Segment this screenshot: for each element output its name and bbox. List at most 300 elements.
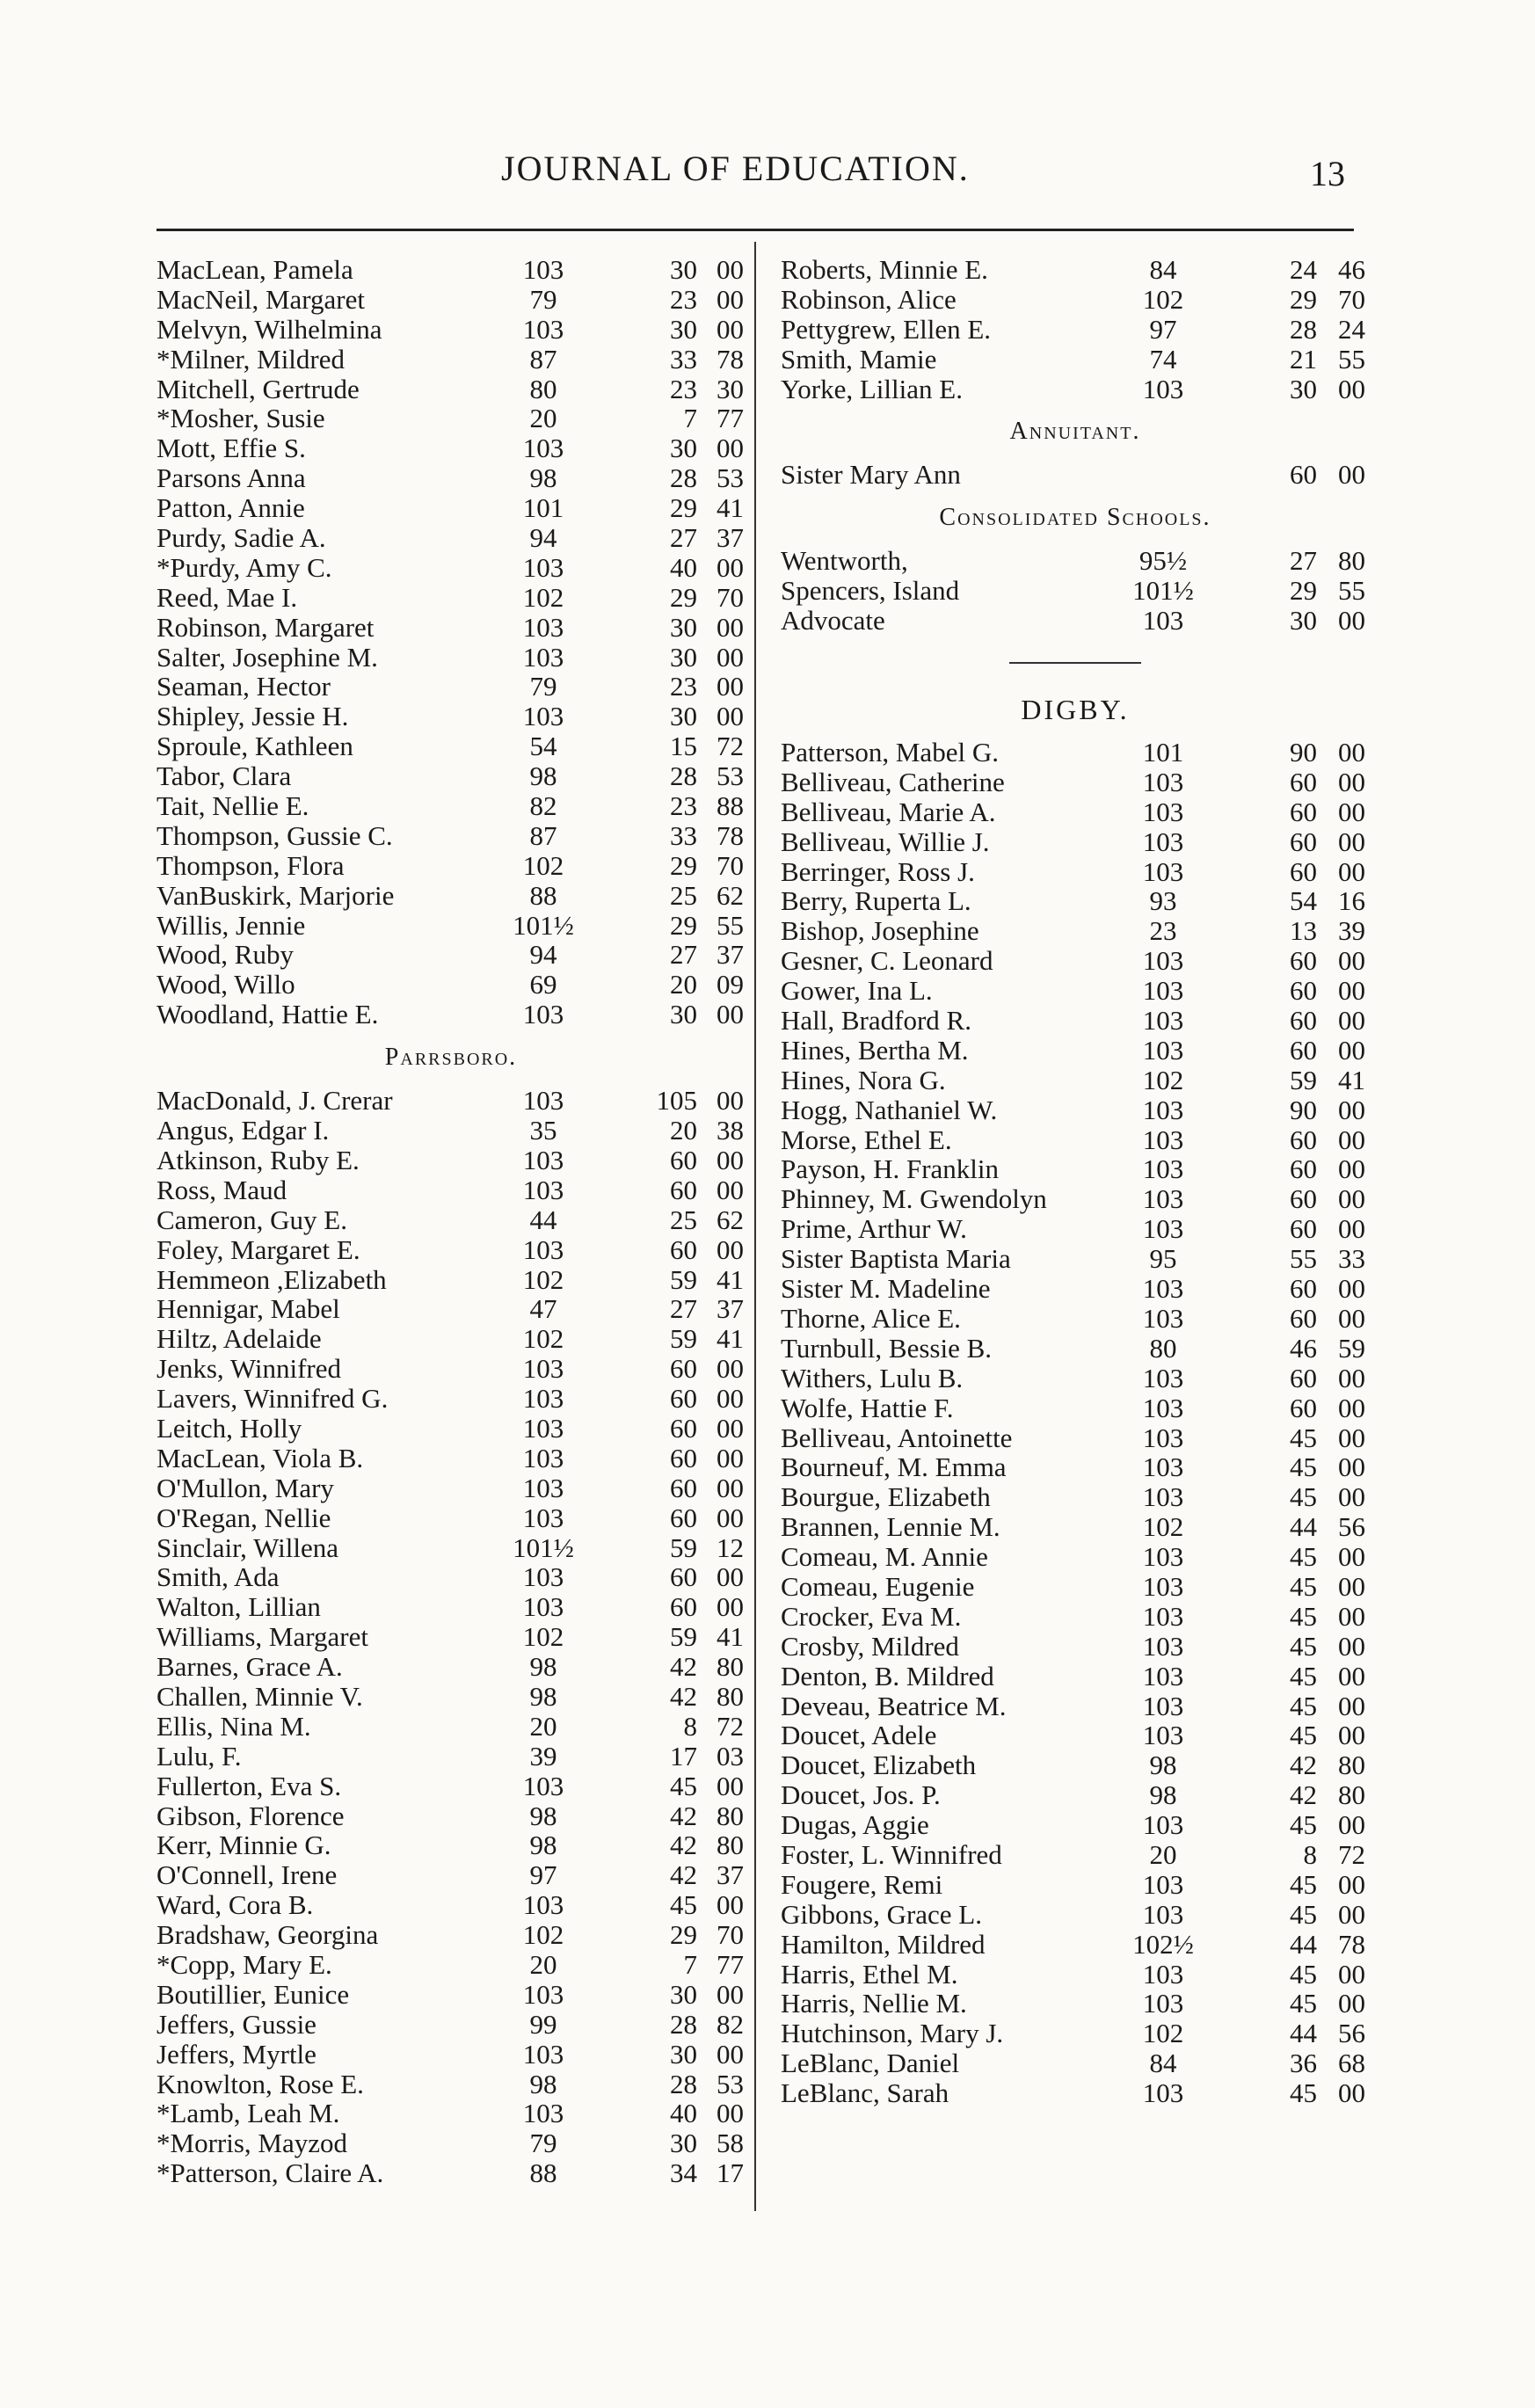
list-row (156, 2099, 746, 2128)
entry-amount-dollars: 25 (670, 1204, 697, 1235)
entry-amount-dollars: 8 (683, 1710, 697, 1742)
list-row (156, 285, 746, 315)
entry-name: Melvyn, Wilhelmina (156, 313, 382, 345)
entry-days: 103 (1142, 1005, 1184, 1037)
entry-name: Fougere, Remi (781, 1868, 943, 1900)
entry-amount-cents: 00 (1338, 1660, 1365, 1691)
entry-amount-cents: 39 (1338, 915, 1365, 947)
entry-name: *Morris, Mayzod (156, 2128, 347, 2159)
list-row (781, 1930, 1370, 1960)
entry-name: Purdy, Sadie A. (156, 522, 326, 554)
entry-name: Denton, B. Mildred (781, 1660, 994, 1691)
entry-name: Knowlton, Rose E. (156, 2068, 364, 2099)
entry-days: 103 (1142, 1690, 1184, 1721)
entry-amount-cents: 55 (1338, 343, 1365, 375)
list-row (156, 1890, 746, 1920)
list-row (156, 940, 746, 970)
entry-days: 103 (1142, 1809, 1184, 1841)
entry-days: 102 (522, 581, 564, 613)
entry-amount-dollars: 45 (1290, 1541, 1317, 1573)
list-row (156, 2070, 746, 2099)
entry-amount-cents: 24 (1338, 313, 1365, 345)
list-row (781, 576, 1370, 606)
entry-days: 39 (529, 1740, 557, 1771)
list-row (156, 761, 746, 791)
entry-name: *Milner, Mildred (156, 343, 346, 375)
entry-name: Prime, Arthur W. (781, 1213, 967, 1245)
list-row (781, 827, 1370, 857)
list-row (156, 672, 746, 702)
list-row (781, 1900, 1370, 1930)
entry-amount-cents: 77 (717, 403, 744, 434)
entry-name: Bradshaw, Georgina (156, 1919, 379, 1951)
entry-amount-dollars: 44 (1290, 1928, 1317, 1960)
entry-days: 103 (1142, 1124, 1184, 1155)
entry-amount-dollars: 15 (670, 731, 697, 762)
entry-name: Sproule, Kathleen (156, 731, 353, 762)
list-row (781, 285, 1370, 315)
entry-name: Shipley, Jessie H. (156, 701, 349, 732)
entry-amount-dollars: 60 (670, 1144, 697, 1175)
entry-amount-dollars: 60 (1290, 945, 1317, 977)
entry-days: 103 (1142, 1958, 1184, 1990)
entry-amount-dollars: 42 (670, 1859, 697, 1891)
entry-amount-dollars: 29 (670, 492, 697, 524)
entry-amount-cents: 00 (1338, 1600, 1365, 1632)
list-row (781, 546, 1370, 576)
section-heading-parrsboro: Parrsboro. (384, 1044, 518, 1072)
entry-name: Crocker, Eva M. (781, 1600, 962, 1632)
entry-amount-cents: 00 (717, 1978, 744, 2010)
entry-amount-cents: 77 (717, 1948, 744, 1980)
entry-amount-dollars: 60 (670, 1233, 697, 1265)
entry-name: Ward, Cora B. (156, 1889, 314, 1921)
entry-amount-cents: 56 (1338, 2018, 1365, 2049)
list-row (156, 2158, 746, 2188)
entry-amount-cents: 00 (1338, 1630, 1365, 1662)
entry-amount-cents: 41 (717, 492, 744, 524)
entry-days: 103 (1142, 1868, 1184, 1900)
entry-days: 101 (1142, 737, 1184, 768)
entry-amount-cents: 00 (1338, 1451, 1365, 1483)
entry-name: Hall, Bradford R. (781, 1005, 971, 1037)
entry-amount-dollars: 60 (1290, 766, 1317, 797)
entry-days: 103 (1142, 1183, 1184, 1215)
list-row (781, 2019, 1370, 2048)
entry-name: Brannen, Lennie M. (781, 1511, 1000, 1543)
entry-name: Advocate (781, 605, 885, 637)
entry-amount-cents: 09 (717, 969, 744, 1000)
entry-name: Mitchell, Gertrude (156, 373, 360, 404)
entry-days: 80 (529, 373, 557, 404)
entry-days: 94 (529, 522, 557, 554)
entry-name: Doucet, Jos. P. (781, 1779, 941, 1811)
entry-days: 103 (522, 1233, 564, 1265)
entry-name: Fullerton, Eva S. (156, 1770, 342, 1801)
entry-amount-cents: 78 (717, 819, 744, 851)
entry-amount-cents: 00 (1338, 1183, 1365, 1215)
entry-amount-cents: 30 (717, 373, 744, 404)
entry-amount-dollars: 33 (670, 343, 697, 375)
entry-name: *Lamb, Leah M. (156, 2098, 340, 2129)
entry-amount-cents: 00 (1338, 1481, 1365, 1513)
entry-amount-cents: 78 (717, 343, 744, 375)
list-row (156, 1265, 746, 1295)
entry-days: 69 (529, 969, 557, 1000)
entry-days: 103 (1142, 855, 1184, 887)
list-row (156, 1592, 746, 1622)
entry-days: 103 (1142, 1422, 1184, 1453)
entry-name: Wood, Willo (156, 969, 295, 1000)
entry-amount-cents: 00 (1338, 975, 1365, 1007)
entry-amount-dollars: 42 (670, 1680, 697, 1712)
entry-amount-dollars: 30 (670, 1978, 697, 2010)
entry-name: LeBlanc, Sarah (781, 2077, 949, 2109)
entry-days: 103 (522, 1472, 564, 1503)
entry-days: 103 (1142, 1153, 1184, 1185)
entry-days: 101½ (1132, 575, 1194, 607)
entry-amount-dollars: 27 (670, 522, 697, 554)
entry-amount-cents: 00 (1338, 459, 1365, 491)
entry-amount-dollars: 30 (1290, 373, 1317, 404)
entry-amount-cents: 00 (1338, 373, 1365, 404)
entry-amount-cents: 00 (717, 999, 744, 1030)
entry-days: 103 (522, 1502, 564, 1533)
entry-name: Hennigar, Mabel (156, 1293, 340, 1325)
entry-amount-dollars: 45 (1290, 1898, 1317, 1930)
entry-days: 103 (522, 433, 564, 464)
entry-amount-cents: 46 (1338, 254, 1365, 285)
entry-days: 102 (522, 1621, 564, 1653)
entry-amount-cents: 00 (717, 283, 744, 315)
entry-amount-dollars: 40 (670, 2098, 697, 2129)
entry-name: Wentworth, (781, 545, 908, 577)
entry-days: 103 (1142, 1660, 1184, 1691)
entry-name: Leitch, Holly (156, 1412, 302, 1444)
entry-days: 103 (1142, 605, 1184, 637)
entry-days: 103 (1142, 1541, 1184, 1573)
entry-days: 103 (522, 1561, 564, 1593)
entry-amount-cents: 80 (717, 1651, 744, 1683)
entry-days: 103 (1142, 1034, 1184, 1066)
entry-amount-cents: 00 (717, 1561, 744, 1593)
entry-days: 101½ (513, 909, 574, 941)
entry-name: Berry, Ruperta L. (781, 885, 971, 917)
entry-days: 98 (529, 2068, 557, 2099)
entry-amount-dollars: 45 (670, 1889, 697, 1921)
entry-days: 20 (1149, 1838, 1177, 1870)
list-row (156, 881, 746, 911)
list-row (156, 1920, 746, 1950)
entry-days: 103 (1142, 1392, 1184, 1423)
entry-name: Sinclair, Willena (156, 1531, 338, 1563)
list-row (156, 821, 746, 851)
entry-days: 98 (529, 760, 557, 792)
entry-amount-dollars: 29 (1290, 283, 1317, 315)
entry-days: 103 (1142, 1570, 1184, 1602)
list-row (156, 2010, 746, 2040)
entry-amount-dollars: 60 (1290, 1005, 1317, 1037)
entry-amount-dollars: 25 (670, 879, 697, 911)
entry-amount-dollars: 45 (1290, 1630, 1317, 1662)
entry-name: MacLean, Viola B. (156, 1442, 364, 1473)
entry-amount-dollars: 45 (1290, 2077, 1317, 2109)
entry-amount-cents: 00 (717, 1770, 744, 1801)
entry-days: 97 (529, 1859, 557, 1891)
entry-days: 98 (529, 1830, 557, 1861)
entry-name: Sister Mary Ann (781, 459, 961, 491)
entry-amount-cents: 38 (717, 1115, 744, 1146)
entry-amount-cents: 00 (717, 1353, 744, 1385)
list-row (156, 1146, 746, 1175)
entry-name: Belliveau, Marie A. (781, 796, 996, 827)
entry-name: Hines, Bertha M. (781, 1034, 969, 1066)
entry-days: 35 (529, 1115, 557, 1146)
entry-amount-dollars: 23 (670, 373, 697, 404)
entry-days: 103 (522, 1978, 564, 2010)
entry-name: Parsons Anna (156, 462, 306, 494)
list-row (781, 886, 1370, 916)
entry-days: 74 (1149, 343, 1177, 375)
entry-days: 103 (1142, 373, 1184, 404)
list-row (781, 1452, 1370, 1482)
entry-amount-dollars: 60 (1290, 796, 1317, 827)
list-row (781, 345, 1370, 375)
entry-amount-cents: 00 (1338, 1422, 1365, 1453)
entry-amount-dollars: 60 (1290, 1034, 1317, 1066)
list-row (781, 1960, 1370, 1990)
entry-name: Robinson, Alice (781, 283, 957, 315)
list-row (781, 1304, 1370, 1334)
entry-amount-cents: 00 (717, 1889, 744, 1921)
entry-name: Comeau, M. Annie (781, 1541, 988, 1573)
entry-days: 103 (522, 2038, 564, 2070)
entry-days: 103 (522, 1353, 564, 1385)
entry-amount-cents: 00 (717, 1233, 744, 1265)
entry-name: Walton, Lillian (156, 1591, 321, 1623)
list-row (156, 1771, 746, 1801)
entry-days: 103 (522, 1144, 564, 1175)
entry-days: 103 (522, 611, 564, 643)
list-row (781, 1423, 1370, 1453)
list-row (781, 1602, 1370, 1632)
entry-amount-cents: 55 (717, 909, 744, 941)
list-row (781, 1691, 1370, 1721)
entry-amount-dollars: 29 (670, 909, 697, 941)
list-row (156, 463, 746, 493)
entry-days: 88 (529, 879, 557, 911)
entry-days: 98 (529, 1680, 557, 1712)
list-row (156, 1086, 746, 1116)
consolidated-list (781, 546, 1370, 636)
entry-amount-dollars: 45 (1290, 1988, 1317, 2019)
entry-amount-cents: 59 (1338, 1332, 1365, 1364)
entry-amount-cents: 00 (1338, 1213, 1365, 1245)
entry-days: 103 (1142, 1898, 1184, 1930)
entry-amount-dollars: 23 (670, 671, 697, 702)
entry-name: Cameron, Guy E. (156, 1204, 347, 1235)
entry-amount-dollars: 60 (1290, 855, 1317, 887)
entry-days: 103 (522, 1770, 564, 1801)
entry-days: 103 (1142, 1481, 1184, 1513)
entry-days: 103 (522, 1412, 564, 1444)
entry-name: Foster, L. Winnifred (781, 1838, 1002, 1870)
entry-days: 103 (1142, 945, 1184, 977)
entry-days: 93 (1149, 885, 1177, 917)
list-row (156, 523, 746, 553)
entry-amount-cents: 80 (717, 1830, 744, 1861)
entry-days: 103 (522, 1085, 564, 1117)
list-row (781, 1393, 1370, 1423)
entry-amount-cents: 00 (717, 1502, 744, 1533)
entry-amount-cents: 56 (1338, 1511, 1365, 1543)
entry-name: *Mosher, Susie (156, 403, 325, 434)
entry-amount-cents: 00 (717, 433, 744, 464)
list-row (156, 553, 746, 583)
entry-amount-cents: 80 (717, 1680, 744, 1712)
entry-name: Patton, Annie (156, 492, 305, 524)
entry-amount-dollars: 28 (670, 760, 697, 792)
entry-amount-dollars: 60 (1290, 1213, 1317, 1245)
parrsboro-list (156, 1086, 746, 2188)
entry-name: Tabor, Clara (156, 760, 292, 792)
list-row (156, 851, 746, 881)
entry-name: Barnes, Grace A. (156, 1651, 343, 1683)
entry-name: LeBlanc, Daniel (781, 2048, 960, 2079)
entry-name: Wood, Ruby (156, 939, 294, 971)
entry-name: Spencers, Island (781, 575, 960, 607)
entry-amount-dollars: 55 (1290, 1243, 1317, 1275)
list-row (781, 1066, 1370, 1095)
page-header (0, 148, 1535, 200)
entry-amount-cents: 12 (717, 1531, 744, 1563)
entry-days: 103 (1142, 1213, 1184, 1245)
entry-name: Smith, Mamie (781, 343, 937, 375)
entry-days: 102 (522, 849, 564, 881)
entry-days: 88 (529, 2157, 557, 2189)
entry-name: Gibson, Florence (156, 1800, 345, 1831)
entry-name: Deveau, Beatrice M. (781, 1690, 1007, 1721)
list-row (781, 1870, 1370, 1900)
list-row (156, 1830, 746, 1860)
entry-amount-dollars: 42 (670, 1830, 697, 1861)
entry-amount-dollars: 44 (1290, 2018, 1317, 2049)
entry-amount-cents: 00 (1338, 1570, 1365, 1602)
entry-amount-cents: 62 (717, 879, 744, 911)
entry-days: 102 (1142, 2018, 1184, 2049)
entry-amount-dollars: 45 (1290, 1958, 1317, 1990)
entry-amount-dollars: 60 (670, 1472, 697, 1503)
list-row (156, 1712, 746, 1742)
entry-amount-cents: 58 (717, 2128, 744, 2159)
entry-amount-cents: 00 (1338, 1273, 1365, 1305)
entry-amount-cents: 00 (1338, 945, 1365, 977)
entry-name: Bishop, Josephine (781, 915, 979, 947)
annuitant-list (781, 460, 1370, 490)
entry-amount-cents: 70 (717, 1919, 744, 1951)
entry-days: 103 (1142, 1720, 1184, 1751)
entry-amount-dollars: 60 (1290, 459, 1317, 491)
entry-amount-dollars: 28 (670, 2068, 697, 2099)
entry-days: 98 (529, 1800, 557, 1831)
entry-amount-dollars: 21 (1290, 343, 1317, 375)
entry-amount-cents: 00 (1338, 1362, 1365, 1393)
entry-amount-cents: 37 (717, 939, 744, 971)
entry-amount-cents: 80 (1338, 545, 1365, 577)
entry-name: Lavers, Winnifred G. (156, 1383, 389, 1415)
entry-amount-dollars: 23 (670, 790, 697, 822)
entry-days: 23 (1149, 915, 1177, 947)
list-row (781, 1662, 1370, 1691)
entry-amount-dollars: 60 (670, 1174, 697, 1205)
entry-days: 98 (529, 1651, 557, 1683)
entry-days: 101½ (513, 1531, 574, 1563)
entry-amount-cents: 00 (717, 1412, 744, 1444)
list-row (781, 1482, 1370, 1512)
entry-name: Hiltz, Adelaide (156, 1323, 322, 1355)
entry-amount-dollars: 24 (1290, 254, 1317, 285)
entry-name: O'Connell, Irene (156, 1859, 338, 1891)
entry-amount-cents: 00 (717, 1085, 744, 1117)
entry-name: Hemmeon ,Elizabeth (156, 1263, 387, 1295)
entry-days: 79 (529, 2128, 557, 2159)
entry-amount-dollars: 20 (670, 969, 697, 1000)
entry-amount-dollars: 60 (670, 1412, 697, 1444)
list-row (156, 643, 746, 673)
list-row (781, 315, 1370, 345)
entry-days: 54 (529, 731, 557, 762)
list-row (156, 702, 746, 731)
list-row (156, 433, 746, 463)
entry-amount-cents: 00 (717, 254, 744, 285)
entry-name: *Copp, Mary E. (156, 1948, 332, 1980)
entry-amount-dollars: 60 (1290, 1273, 1317, 1305)
entry-amount-cents: 00 (1338, 1809, 1365, 1841)
list-row (781, 255, 1370, 285)
entry-amount-cents: 72 (1338, 1838, 1365, 1870)
entry-amount-cents: 00 (1338, 855, 1365, 887)
list-row (156, 731, 746, 761)
entry-amount-cents: 00 (1338, 605, 1365, 637)
list-row (781, 1780, 1370, 1810)
entry-days: 103 (522, 1174, 564, 1205)
entry-amount-cents: 00 (717, 1442, 744, 1473)
entry-amount-cents: 72 (717, 1710, 744, 1742)
list-row (156, 1622, 746, 1652)
entry-days: 103 (522, 2098, 564, 2129)
entry-amount-cents: 00 (1338, 796, 1365, 827)
list-row (781, 976, 1370, 1006)
entry-amount-cents: 41 (717, 1263, 744, 1295)
entry-amount-dollars: 90 (1290, 1094, 1317, 1125)
entry-amount-dollars: 40 (670, 551, 697, 583)
entry-amount-dollars: 60 (1290, 1183, 1317, 1215)
entry-amount-dollars: 7 (683, 403, 697, 434)
list-row (781, 1572, 1370, 1602)
list-row (781, 2048, 1370, 2078)
header-rule (156, 229, 1354, 231)
entry-name: Bourgue, Elizabeth (781, 1481, 991, 1513)
left-column (156, 255, 746, 2188)
entry-amount-cents: 00 (717, 1144, 744, 1175)
entry-amount-cents: 80 (1338, 1750, 1365, 1781)
list-row (156, 613, 746, 643)
entry-days: 103 (522, 254, 564, 285)
entry-name: Belliveau, Willie J. (781, 826, 990, 857)
entry-days: 103 (522, 551, 564, 583)
entry-days: 44 (529, 1204, 557, 1235)
entry-amount-cents: 17 (717, 2157, 744, 2189)
